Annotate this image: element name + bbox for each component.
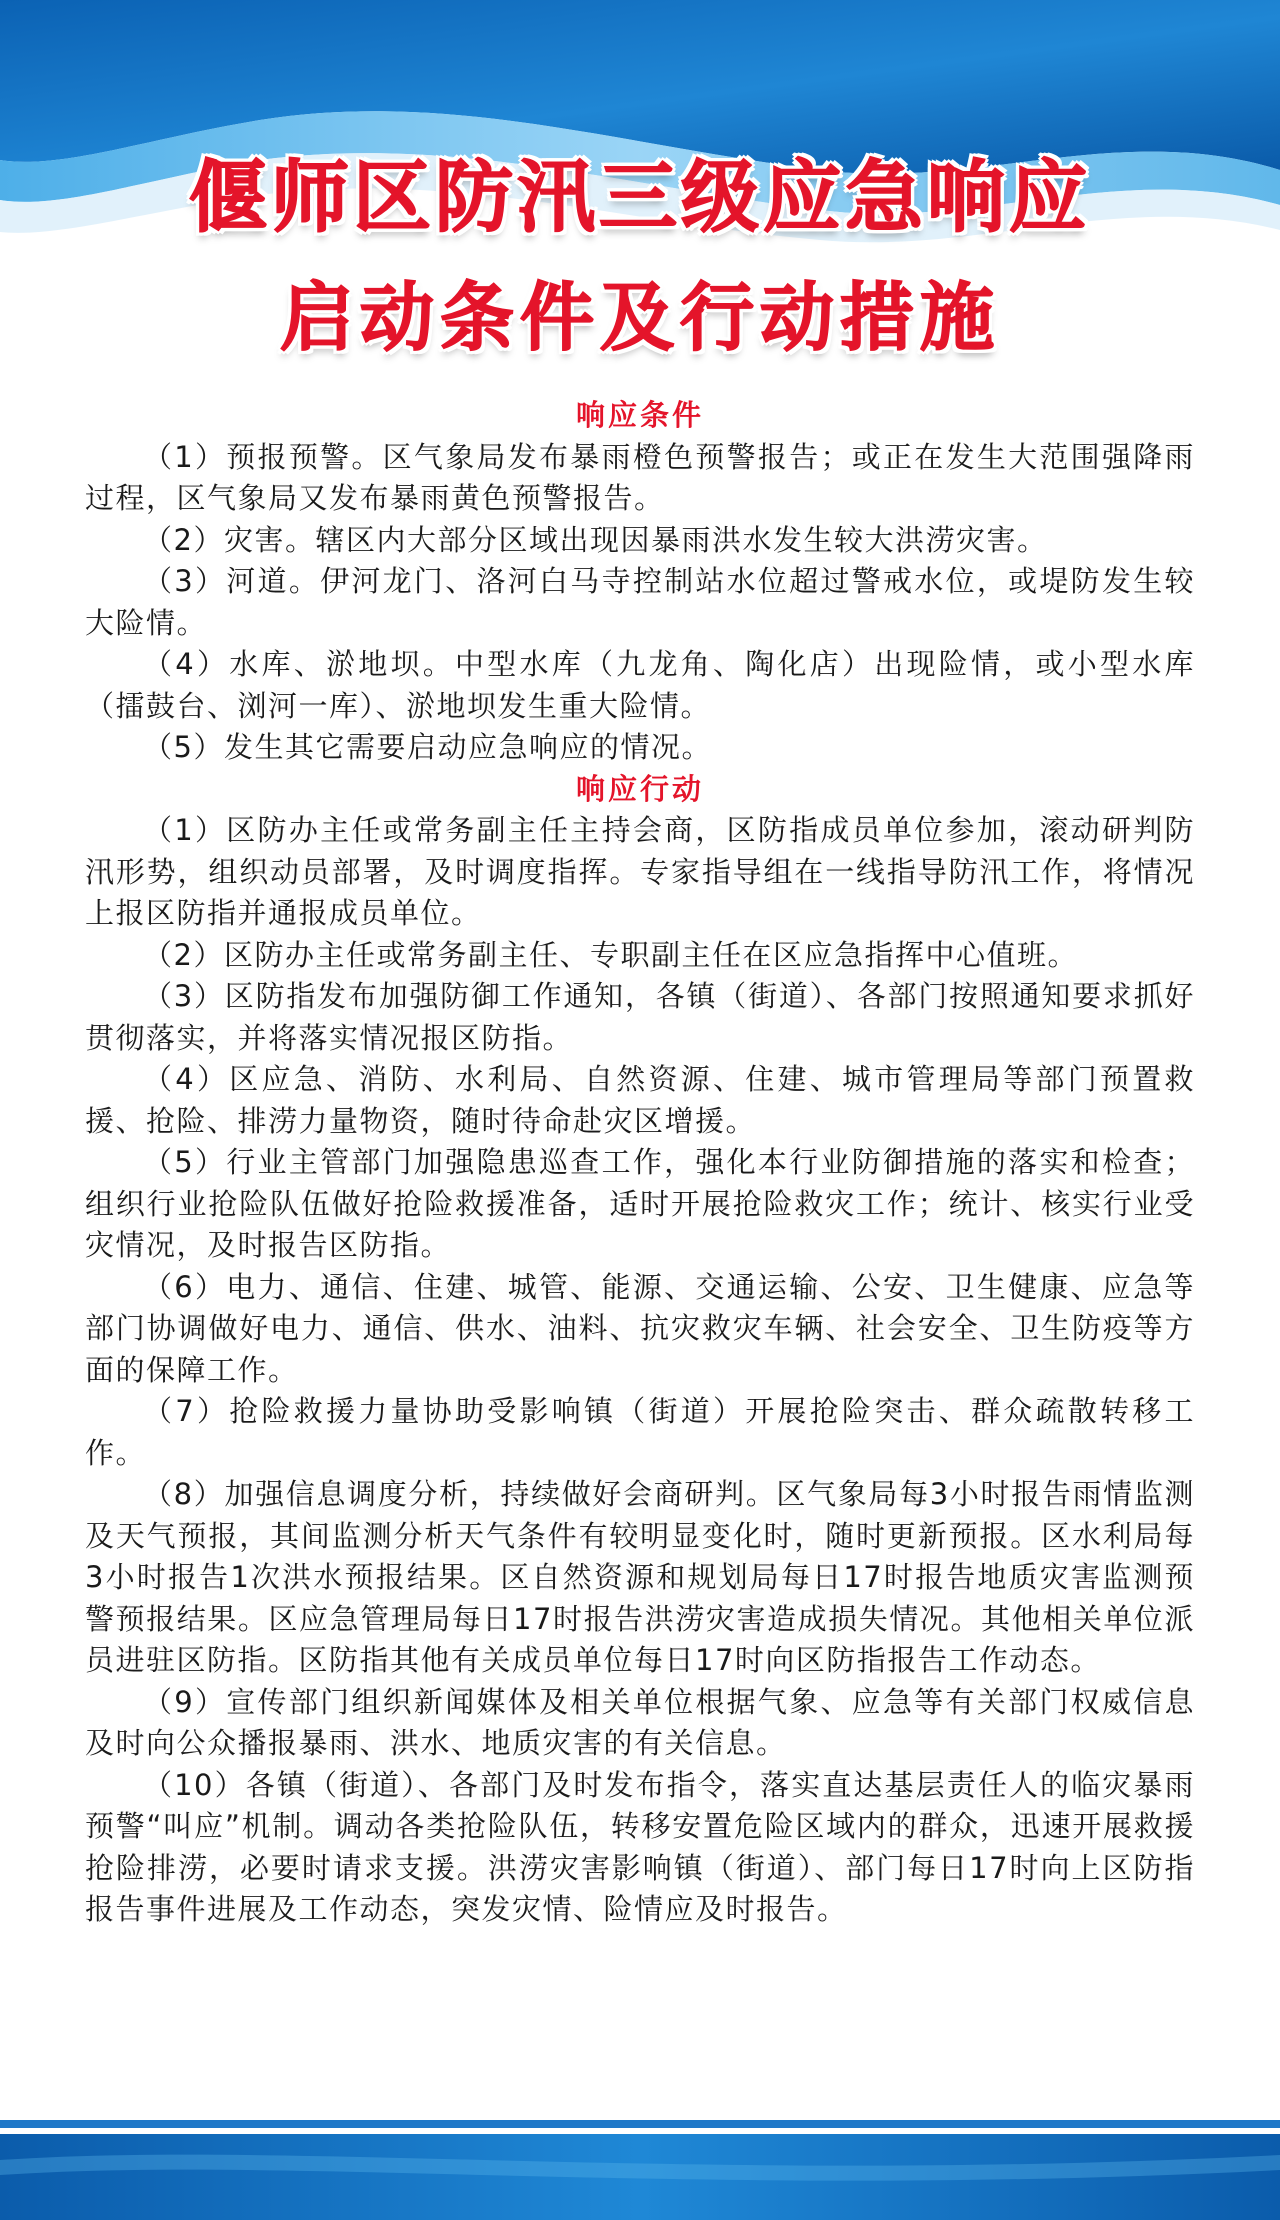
- action-item-7: （7）抢险救援力量协助受影响镇（街道）开展抢险突击、群众疏散转移工作。: [85, 1394, 1195, 1470]
- condition-item-5: （5）发生其它需要启动应急响应的情况。: [143, 730, 712, 764]
- condition-item-1: （1）预报预警。区气象局发布暴雨橙色预警报告；或正在发生大范围强降雨过程，区气象局又发布暴雨黄色预警报告。: [85, 439, 1195, 515]
- section-heading-actions: 响应行动: [575, 771, 704, 806]
- title-line-2: 启动条件及行动措施: [280, 275, 1000, 361]
- action-item-3: （3）区防指发布加强防御工作通知，各镇（街道）、各部门按照通知要求抓好贯彻落实，并将落实情况报区防指。: [85, 979, 1195, 1055]
- action-item-9: （9）宣传部门组织新闻媒体及相关单位根据气象、应急等有关部门权威信息及时向公众播报暴雨、洪水、地质灾害的有关信息。: [85, 1684, 1195, 1760]
- condition-item-3: （3）河道。伊河龙门、洛河白马寺控制站水位超过警戒水位，或堤防发生较大险情。: [85, 564, 1195, 640]
- title-line-1: 偃师区防汛三级应急响应: [188, 153, 1091, 243]
- action-item-2: （2）区防办主任或常务副主任、专职副主任在区应急指挥中心值班。: [143, 937, 1078, 972]
- action-item-8: （8）加强信息调度分析，持续做好会商研判。区气象局每3小时报告雨情监测及天气预报，其间监测分析天气条件有较明显变化时，随时更新预报。区水利局每3小时报告1次洪水预报结果。区自然资源和规划局每日17时报告地质灾害监测预警预报结果。区应急管理局每日17时报告洪涝灾害造成损失情况。其他相关单位派员进驻区防指。区防指其他有关成员单位每日17时向区防指报告工作动态。: [85, 1477, 1195, 1677]
- action-item-10: （10）各镇（街道）、各部门及时发布指令，落实直达基层责任人的临灾暴雨预警“叫应”机制。调动各类抢险队伍，转移安置危险区域内的群众，迅速开展救援抢险排涝，必要时请求支援。洪涝灾害影响镇（街道）、部门每日17时向上区防指报告事件进展及工作动态，突发灾情、险情应及时报告。: [85, 1767, 1195, 1926]
- action-item-5: （5）行业主管部门加强隐患巡查工作，强化本行业防御措施的落实和检查；组织行业抢险队伍做好抢险救援准备，适时开展抢险救灾工作；统计、核实行业受灾情况，及时报告区防指。: [85, 1145, 1195, 1262]
- condition-item-2: （2）灾害。辖区内大部分区域出现因暴雨洪水发生较大洪涝灾害。: [143, 522, 1048, 557]
- section-heading-conditions: 响应条件: [575, 398, 704, 432]
- action-item-4: （4）区应急、消防、水利局、自然资源、住建、城市管理局等部门预置救援、抢险、排涝力量物资，随时待命赴灾区增援。: [85, 1062, 1195, 1138]
- action-item-1: （1）区防办主任或常务副主任主持会商，区防指成员单位参加，滚动研判防汛形势，组织动员部署，及时调度指挥。专家指导组在一线指导防汛工作，将情况上报区防指并通报成员单位。: [85, 813, 1195, 930]
- bottom-band-background: [0, 2100, 1280, 2220]
- content-body: [85, 395, 1195, 1931]
- action-item-6: （6）电力、通信、住建、城管、能源、交通运输、公安、卫生健康、应急等部门协调做好电力、通信、供水、油料、抗灾救灾车辆、社会安全、卫生防疫等方面的保障工作。: [85, 1269, 1195, 1387]
- condition-item-4: （4）水库、淤地坝。中型水库（九龙角、陶化店）出现险情，或小型水库（擂鼓台、浏河一库）、淤地坝发生重大险情。: [85, 647, 1195, 723]
